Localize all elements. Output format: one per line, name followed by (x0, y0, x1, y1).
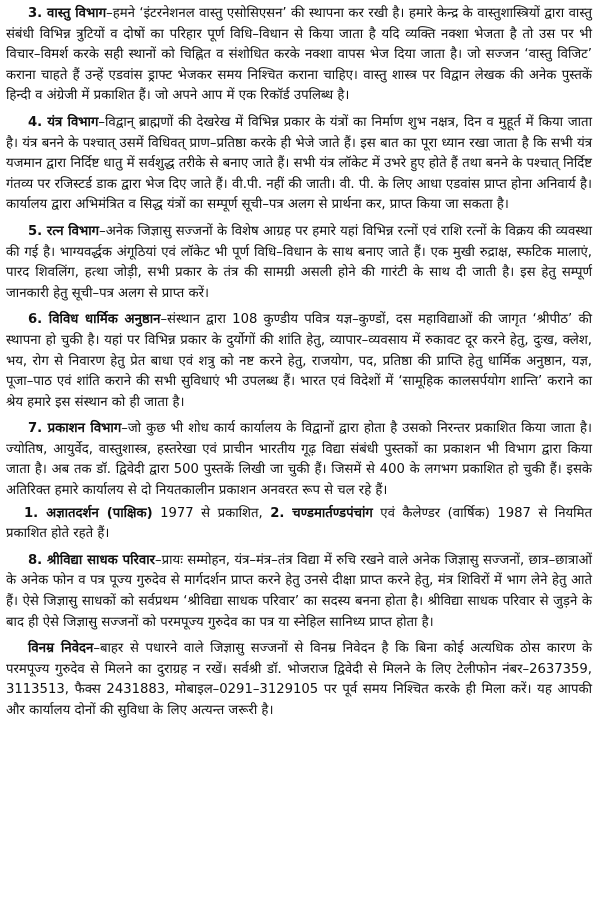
section-request (6, 639, 592, 721)
section-shrividya (6, 551, 592, 633)
section-heading: 7. प्रकाशन विभाग (28, 421, 122, 437)
section-heading: 3. वास्तु विभाग (28, 6, 107, 21)
section-heading: 8. श्रीविद्या साधक परिवार (28, 552, 156, 568)
publication-text: एवं कैलेण्डर (वार्षिक) 1987 से नियमित प्रकाशित होते रहते हैं। (6, 505, 592, 542)
section-prakashan (6, 419, 592, 501)
publications-list (6, 504, 592, 545)
publication-title: 2. चण्डमार्तण्डपंचांग (270, 505, 373, 521)
section-body: –बाहर से पधारने वाले जिज्ञासु सज्जनों से विनम्र निवेदन है कि बिना कोई अत्यधिक ठोस कारण के परमपूज्य गुरुदेव से मिलने का दुराग्रह न रखें। सर्वश्री डॉ. भोजराज द्विवेदी से मिलने के लिए टेलीफोन नंबर–2637359, 3113513, फैक्स 2431883, मोबाइल–0291–3129105 पर पूर्व समय निश्चित करके ही मिला करें। यह आपकी और कार्यालय दोनों की सुविधा के लिए अत्यन्त जरूरी है। (6, 641, 592, 718)
section-heading: 5. रत्न विभाग (28, 223, 100, 239)
section-vastu (6, 4, 592, 107)
section-heading: 4. यंत्र विभाग (28, 114, 99, 130)
section-anushthan (6, 310, 592, 413)
section-heading: 6. विविध धार्मिक अनुष्ठान (28, 312, 161, 328)
section-body: –संस्थान द्वारा 108 कुण्डीय पवित्र यज्ञ–कुण्डों, दस महाविद्याओं की जागृत ‘श्रीपीठ’ की स्थापना हो चुकी है। यहां पर विभिन्न प्रकार के दुर्योगों की शांति हेतु, व्यापार–व्यवसाय में रुकावट दूर करने हेतु, दुःख, क्लेश, भय, रोग से निवारण हेतु प्रेत बाधा एवं शत्रु को नष्ट करने हेतु, राजयोग, पद, प्रतिष्ठा की प्राप्ति हेतु धार्मिक अनुष्ठान, यज्ञ, पूजा–पाठ एवं शांति कराने की सभी सुविधाएं भी उपलब्ध हैं। भारत एवं विदेशों में ‘सामूहिक कालसर्पयोग शान्ति’ कराने का श्रेय हमारे इस संस्थान को ही जाता है। (6, 312, 592, 410)
section-body: –विद्वान् ब्राह्मणों की देखरेख में विभिन्न प्रकार के यंत्रों का निर्माण शुभ नक्षत्र, दिन व मुहूर्त में किया जाता है। यंत्र बनने के पश्चात् उसमें विधिवत् प्राण–प्रतिष्ठा करके ही भेजे जाते हैं। इस बात का पूरा ध्यान रखा जाता है कि सभी यंत्र यजमान द्वारा निर्दिष्ट धातु में सर्वशुद्ध तरीके से बनाए जाते हैं। सभी यंत्र लॉकेट में उभरे हुए होते हैं तथा बनने के पश्चात् निर्दिष्ट गंतव्य पर रजिस्टर्ड डाक द्वारा भेज दिए जाते हैं। वी.पी. नहीं की जाती। वी. पी. के लिए आधा एडवांस प्राप्त होना अनिवार्य है। कार्यालय द्वारा अभिमंत्रित व सिद्ध यंत्रों का सम्पूर्ण सूची–पत्र अलग से प्रार्थना कर, प्राप्त किया जा सकता है। (6, 114, 592, 213)
section-ratna (6, 222, 592, 304)
publication-text: 1977 से प्रकाशित, (152, 505, 271, 521)
publication-title: 1. अज्ञातदर्शन (पाक्षिक) (24, 505, 153, 521)
section-body: –अनेक जिज्ञासु सज्जनों के विशेष आग्रह पर हमारे यहां विभिन्न रत्नों एवं राशि रत्नों के विक्रय की व्यवस्था की गई है। भाग्यवर्द्धक अंगूठियां एवं लॉकेट भी पूर्ण विधि–विधान के साथ बनाए जाते हैं। एक मुखी रुद्राक्ष, स्फटिक मालाएं, पारद शिवलिंग, हत्था जोड़ी, सभी प्रकार के तंत्र की सामग्री असली होने की गारंटी के साथ दी जाती है। इस हेतु सम्पूर्ण जानकारी हेतु सूची–पत्र अलग से प्राप्त करें। (6, 223, 592, 301)
section-body: –जो कुछ भी शोध कार्य कार्यालय के विद्वानों द्वारा होता है उसको निरन्तर प्रकाशित किया जाता है। ज्योतिष, आयुर्वेद, वास्तुशास्त्र, हस्तरेखा एवं प्राचीन भारतीय गूढ़ विद्या संबंधी पुस्तकों का प्रकाशन भी विभाग द्वारा किया जाता है। अब तक डॉ. द्विवेदी द्वारा 500 पुस्तकें लिखी जा चुकी हैं। जिसमें से 400 के लगभग प्रकाशित हो चुकी हैं। इसके अतिरिक्त हमारे कार्यालय से दो नियतकालीन प्रकाशन अनवरत रूप से चल रहे हैं। (6, 421, 592, 499)
section-heading: विनम्र निवेदन (28, 641, 94, 657)
section-body: –प्रायः सम्मोहन, यंत्र–मंत्र–तंत्र विद्या में रुचि रखने वाले अनेक जिज्ञासु सज्जनों, छात्र–छात्राओं के अनेक फोन व पत्र पूज्य गुरुदेव से मार्गदर्शन प्राप्त करने हेतु उनसे दीक्षा प्राप्त करने हेतु, मंत्र शिविरों में भाग लेने हेतु आते हैं। ऐसे जिज्ञासु साधकों को सर्वप्रथम ‘श्रीविद्या साधक परिवार’ का सदस्य बनना होता है। श्रीविद्या साधक परिवार से जुड़ने के बाद ही ऐसे जिज्ञासु सज्जनों को परमपूज्य गुरुदेव का पत्र या स्नेहिल सानिध्य प्राप्त होता है। (6, 552, 593, 630)
section-yantra (6, 113, 592, 216)
section-body: –हमने ‘इंटरनेशनल वास्तु एसोसिएसन’ की स्थापना कर रखी है। हमारे केन्द्र के वास्तुशास्त्रियों द्वारा वास्तु संबंधी विभिन्न त्रुटियों व दोषों का परिहार पूर्ण विधि–विधान से किया जाता है यदि व्यक्ति नक्शा भेजता है तो उस पर भी विचार–विमर्श करके सही स्थानों को चिह्नित व संशोधित करके नक्शा वापस भेज दिया जाता है। जो सज्जन ‘वास्तु विजिट’ कराना चाहते हैं उन्हें एडवांस ड्राफ्ट भेजकर समय निश्चित कराना चाहिए। वास्तु शास्त्र पर विद्वान लेखक की अनेक पुस्तकें हिन्दी व अंग्रेजी में प्रकाशित हैं। जो अपने आप में एक रिकॉर्ड उपलिब्ध है। (6, 6, 592, 104)
